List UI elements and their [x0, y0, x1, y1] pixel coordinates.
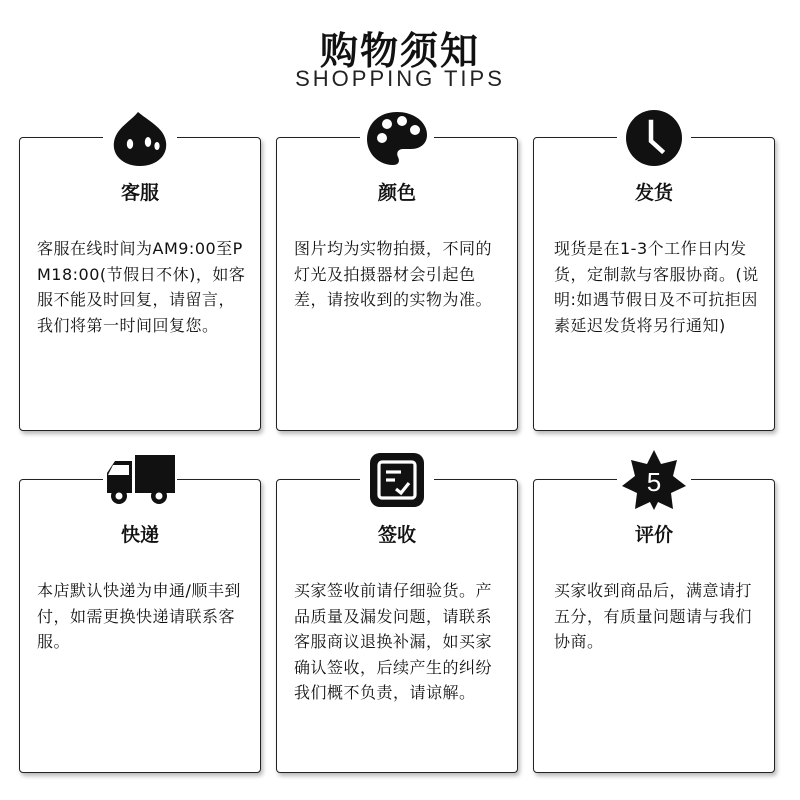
card-title: 评价 — [634, 524, 673, 546]
page-title: 购物须知 — [319, 29, 480, 73]
tip-card-sign — [276, 479, 518, 773]
tip-card-color — [276, 137, 518, 431]
signed-document-check-icon — [360, 448, 434, 512]
svg-text:5: 5 — [646, 467, 662, 497]
card-body: 客服在线时间为AM9:00至PM18:00(节假日不休)，如客服不能及时回复，请留言，我们将第一时间回复您。 — [37, 239, 246, 335]
page-subtitle: SHOPPING TIPS — [295, 66, 505, 91]
card-body: 图片均为实物拍摄，不同的灯光及拍摄器材会引起色差，请按收到的实物为准。 — [294, 239, 493, 309]
card-title: 客服 — [120, 182, 159, 204]
chat-bubble-face-icon — [103, 106, 177, 170]
card-title: 快递 — [120, 524, 159, 546]
card-body: 买家签收前请仔细验货。产品质量及漏发问题，请联系客服商议退换补漏，如买家确认签收，后续产生的纠纷我们概不负责，请谅解。 — [294, 581, 493, 702]
card-title: 颜色 — [377, 182, 416, 204]
tip-card-review — [533, 467, 775, 773]
tip-card-courier — [19, 479, 261, 773]
card-body: 现货是在1-3个工作日内发货，定制款与客服协商。(说明:如遇节假日及不可抗拒因素延迟发货将另行通知) — [554, 239, 759, 335]
star-five-rating-icon — [617, 448, 691, 512]
tip-card-customer-service — [19, 137, 261, 431]
card-body: 买家收到商品后，满意请打五分，有质量问题请与我们协商。 — [554, 581, 753, 651]
delivery-truck-icon — [103, 448, 177, 512]
tip-card-shipping — [533, 137, 775, 431]
palette-icon — [360, 106, 434, 170]
card-body: 本店默认快递为申通/顺丰到付，如需更换快递请联系客服。 — [37, 581, 241, 651]
card-title: 发货 — [634, 182, 673, 204]
clock-icon — [617, 106, 691, 170]
card-title: 签收 — [377, 524, 416, 546]
